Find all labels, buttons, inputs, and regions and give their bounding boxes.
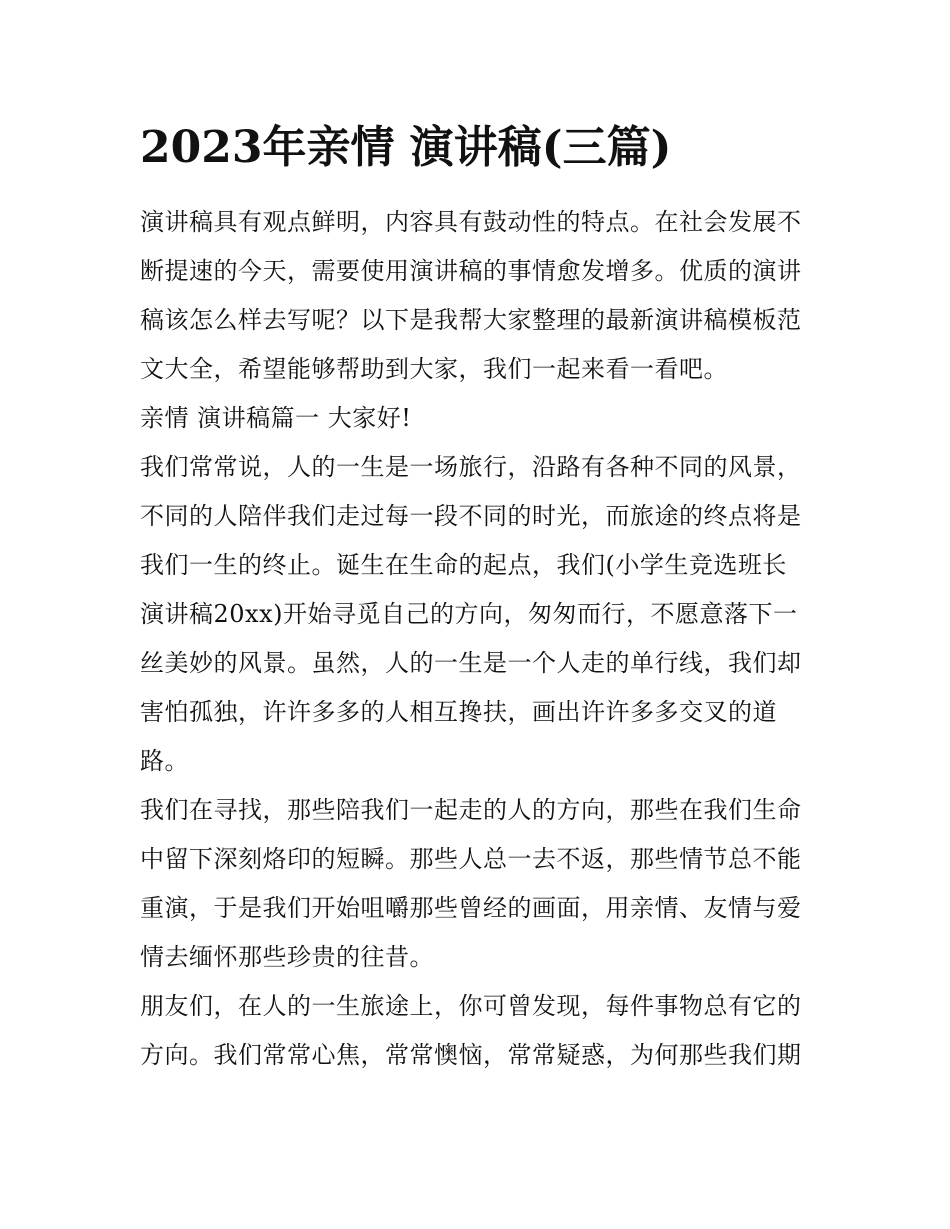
document-body (140, 198, 816, 1080)
text-line: 不同的人陪伴我们走过每一段不同的时光，而旅途的终点将是 (140, 502, 802, 530)
text-line: 路。 (140, 747, 189, 775)
text-line: 丝美妙的风景。虽然，人的一生是一个人走的单行线，我们却 (140, 649, 802, 677)
text-line: 文大全，希望能够帮助到大家，我们一起来看一看吧。 (140, 355, 728, 383)
text-line: 害怕孤独，许许多多的人相互搀扶，画出许许多多交叉的道 (140, 698, 777, 726)
text-line: 方向。我们常常心焦，常常懊恼，常常疑惑，为何那些我们期 (140, 1041, 802, 1069)
text-line: 重演，于是我们开始咀嚼那些曾经的画面，用亲情、友情与爱 (140, 894, 802, 922)
text-line: 断提速的今天，需要使用演讲稿的事情愈发增多。优质的演讲 (140, 257, 802, 285)
text-line: 我们常常说，人的一生是一场旅行，沿路有各种不同的风景， (140, 453, 802, 481)
text-line: 我们一生的终止。诞生在生命的起点，我们(小学生竞选班长 (140, 551, 787, 579)
text-line: 情去缅怀那些珍贵的往昔。 (140, 943, 434, 971)
text-line: 朋友们，在人的一生旅途上，你可曾发现，每件事物总有它的 (140, 992, 802, 1020)
document-title: 2023年亲情 演讲稿(三篇) (140, 122, 672, 173)
text-line: 我们在寻找，那些陪我们一起走的人的方向，那些在我们生命 (140, 796, 802, 824)
text-line: 演讲稿20xx)开始寻觅自己的方向，匆匆而行，不愿意落下一 (140, 600, 798, 628)
text-line: 中留下深刻烙印的短瞬。那些人总一去不返，那些情节总不能 (140, 845, 802, 873)
text-line: 演讲稿具有观点鲜明，内容具有鼓动性的特点。在社会发展不 (140, 208, 802, 236)
section-heading: 亲情 演讲稿篇一 大家好! (140, 404, 412, 432)
text-line: 稿该怎么样去写呢？以下是我帮大家整理的最新演讲稿模板范 (140, 306, 802, 334)
